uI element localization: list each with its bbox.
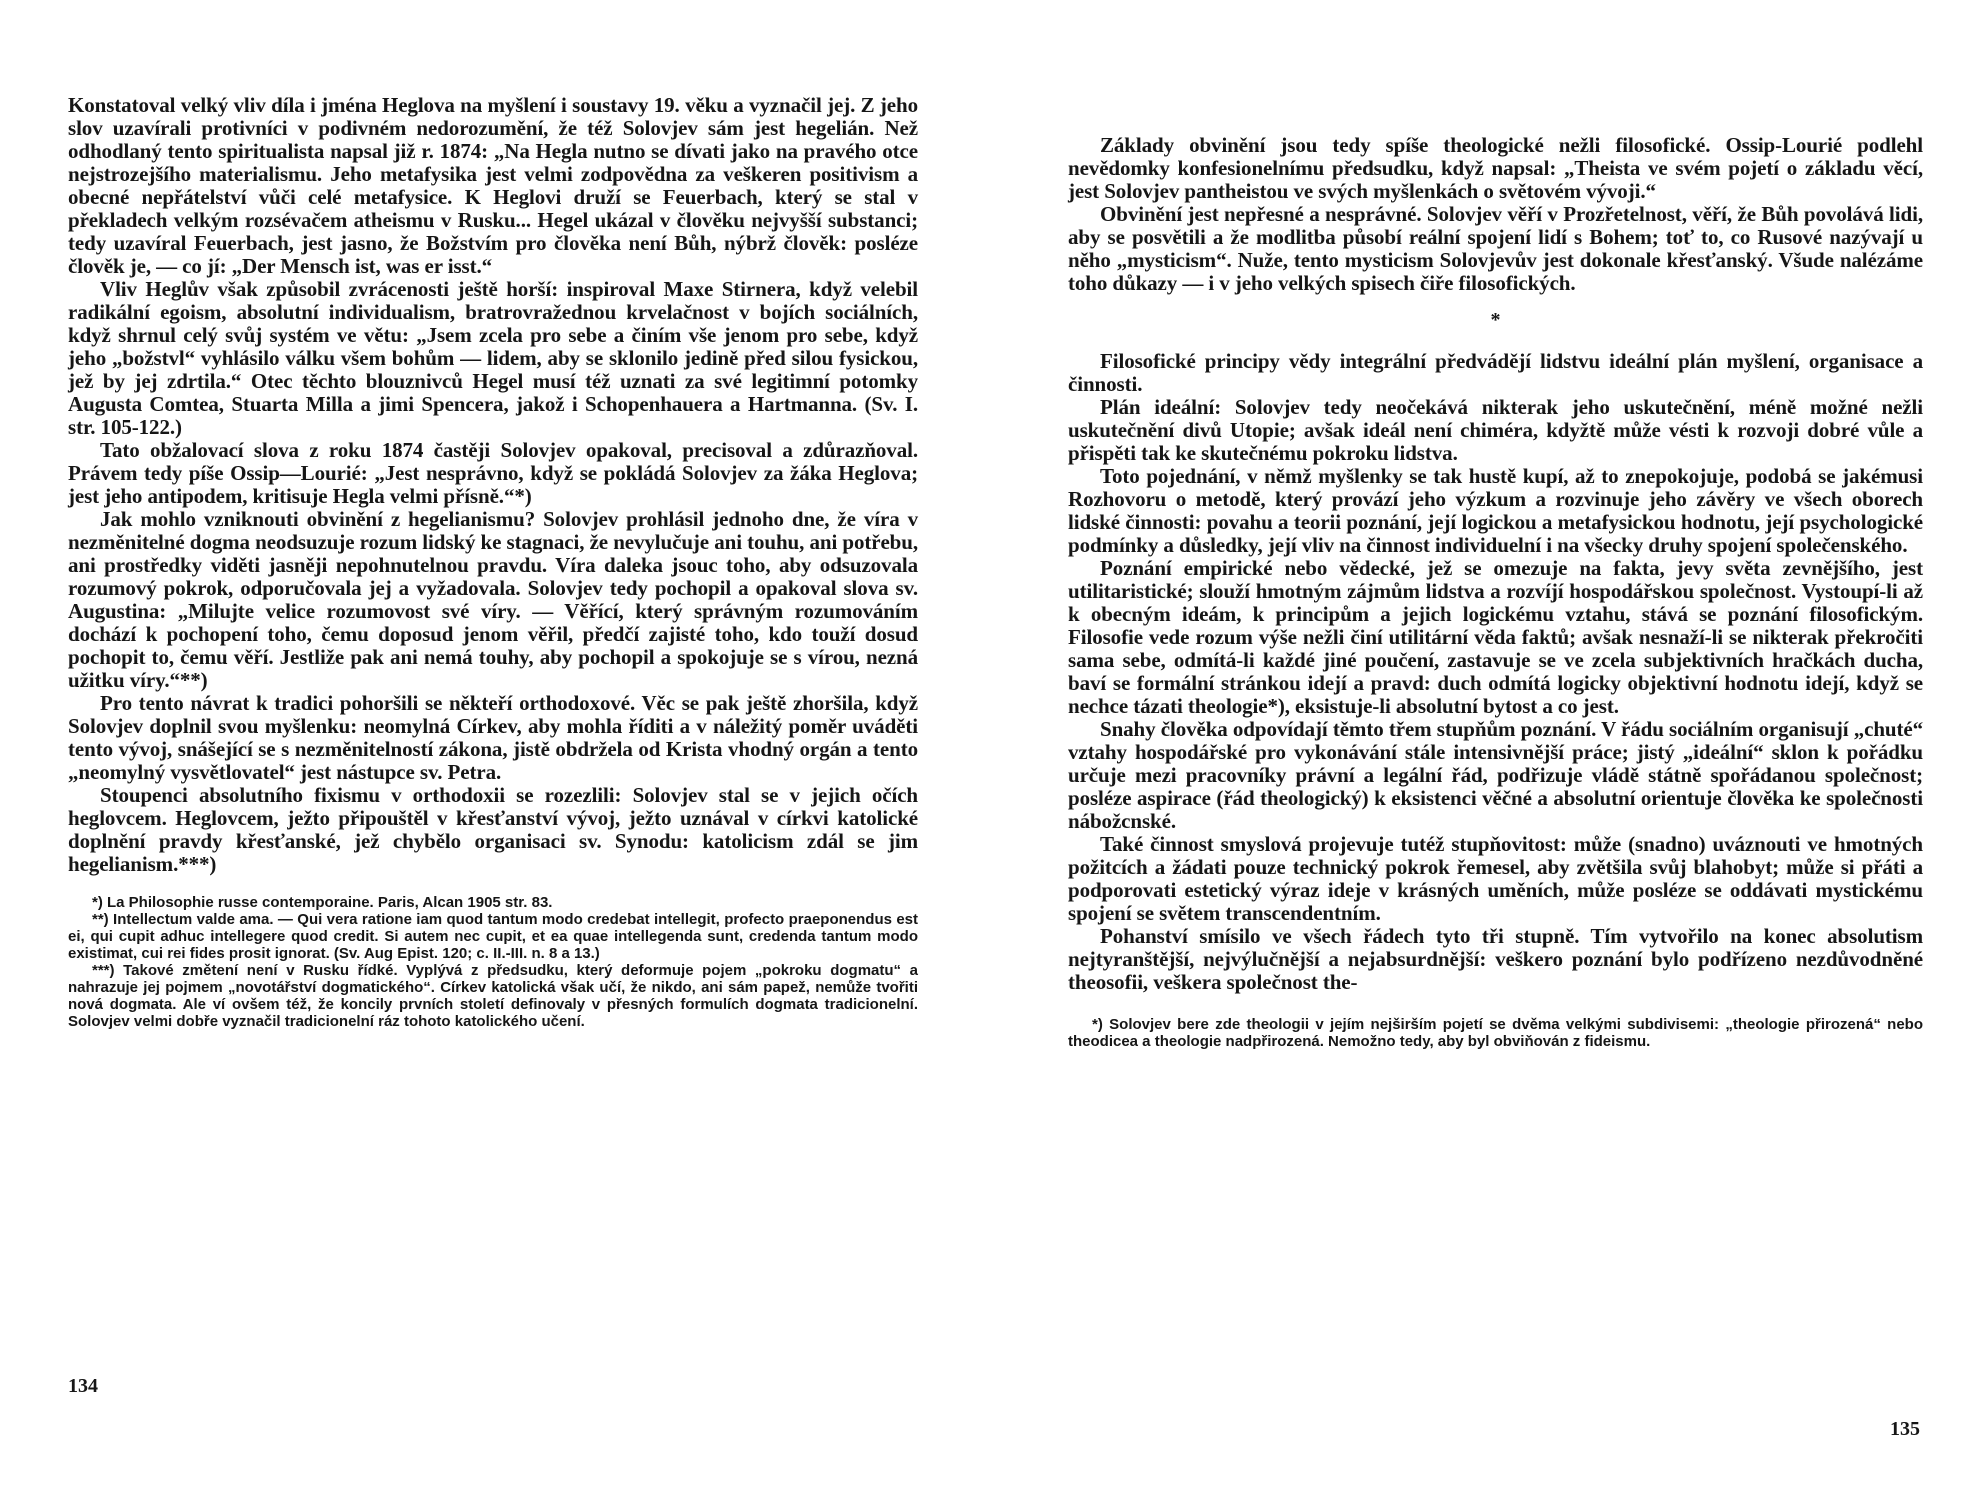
right-paragraph-6: Poznání empirické nebo vědecké, jež se omezuje na fakta, jevy světa zevnějšího, jest utilitaristické; slouží hmotným zájmům lidstva a rozvíjí hospodářskou společnost. Vystoupí-li až k obecným ideám, k principům a jejich logickému vztahu, stává se poznání filosofickým. Filosofie vede rozum výše nežli činí utilitární věda faktů; avšak nesnaží-li se nikterak překročiti sama sebe, odmítá-li každé jiné poučení, zastavuje se ve zcela subjektivních hračkách ducha, baví se formální stránkou idejí a pravd: duch odmítá logicky objektivní hodnotu idejí, když se nechce tázati theologie*), eksistuje-li absolutní bytost a co jest.: [1068, 556, 1923, 718]
left-paragraph-1: Konstatoval velký vliv díla i jména Heglova na myšlení i soustavy 19. věku a vyznačil jej. Z jeho slov uzavírali protivníci v podivném nedorozumění, že též Solovjev sám jest hegelián. Než odhodlaný tento spiritualista napsal již r. 1874: „Na Hegla nutno se dívati jako na pravého otce nejstrozejšího materialismu. Jeho metafysika jest velmi zodpovědna za veškeren positivism a obecné nepřátelství vůči celé metafysice. K Heglovi druží se Feuerbach, který se stal v překladech velkým rozsévačem atheismu v Rusku... Hegel ukázal v člověku nejvyšší substanci; tedy uzavíral Feuerbach, jest jasno, že Božstvím pro člověka není Bůh, nýbrž člověk: posléze člověk je, — co jí: „Der Mensch ist, was er isst.“: [68, 93, 918, 278]
left-paragraph-5: Pro tento návrat k tradici pohoršili se někteří orthodoxové. Věc se pak ještě zhoršila, když Solovjev doplnil svou myšlenku: neomylná Církev, aby mohla říditi a v náležitý poměr uváděti tento vývoj, snášející se s nezměnitelností zákona, jistě obdržela od Krista vhodný orgán a tento „neomylný vysvětlovatel“ jest nástupce sv. Petra.: [68, 691, 918, 784]
left-paragraph-4: Jak mohlo vzniknouti obvinění z hegelianismu? Solovjev prohlásil jednoho dne, že víra v nezměnitelné dogma neodsuzuje rozum lidský ke stagnaci, že nevylučuje ani touhu, ani potřebu, ani prostředky viděti jasněji nepohnutelnou pravdu. Víra daleka jsouc toho, aby odsuzovala rozumový pokrok, odporučovala jej a vyžadovala. Solovjev tedy pochopil a opakoval slova sv. Augustina: „Milujte velice rozumovost své víry. — Věřící, který správným rozumováním dochází k pochopení toho, čemu doposud jenom věřil, předčí zajisté toho, kdo touží dosud pochopit to, čemu věří. Jestliže pak ani nemá touhy, aby pochopil a spokojuje se s vírou, nezná užitku víry.“**): [68, 507, 918, 692]
right-page-number: 135: [1890, 1418, 1920, 1440]
left-paragraph-2: Vliv Heglův však způsobil zvrácenosti ještě horší: inspiroval Maxe Stirnera, když velebil radikální egoism, absolutní individualism, bratrovražednou krvelačnost v bojích sociálních, když shrnul celý svůj systém ve větu: „Jsem zcela pro sebe a činím vše jenom pro sebe, když jeho „božstvl“ vyhlásilo válku všem bohům — lidem, aby se sklonilo jedině před silou fysickou, jež by jej zdrtila.“ Otec těchto blouznivců Hegel musí též uznati za své legitimní potomky Augusta Comtea, Stuarta Milla a jimi Spencera, jakož i Schopenhauera a Hartmanna. (Sv. I. str. 105-122.): [68, 277, 918, 439]
right-paragraph-1: Základy obvinění jsou tedy spíše theologické nežli filosofické. Ossip-Lourié podlehl nevědomky konfesionelnímu předsudku, když napsal: „Theista ve svém pojetí o základu věcí, jest Solovjev pantheistou ve svých myšlenkách o světovém vývoji.“: [1068, 133, 1923, 203]
section-separator-star: *: [1490, 309, 1501, 331]
left-footnote-1: *) La Philosophie russe contemporaine. Paris, Alcan 1905 str. 83.: [92, 894, 553, 911]
left-text-column: [68, 94, 918, 1030]
right-paragraph-8: Také činnost smyslová projevuje tutéž stupňovitost: může (snadno) uváznouti ve hmotných požitcích a žádati pouze technický pokrok řemesel, aby zvětšila svůj blahobyt; může si přáti a podporovati estetický výraz ideje v krásných uměních, může posléze se oddávati mystickému spojení se světem transcendentním.: [1068, 832, 1923, 925]
right-page: [985, 0, 1970, 1500]
right-paragraph-9: Pohanství smísilo ve všech řádech tyto tři stupně. Tím vytvořilo na konec absolutism nejtyranštější, nejvýlučnější a nejabsurdnější: veškero poznání bylo podřízeno nezdůvodněné theosofii, veškera společnost the-: [1068, 924, 1923, 994]
left-footnote-3: ***) Takové změtení není v Rusku řídké. Vyplývá z předsudku, který deformuje pojem „pokroku dogmatu“ a nahrazuje jej pojmem „novotářství dogmatického“. Církev katolická však učí, že nikdo, ani sám papež, nemůže tvořiti nová dogmata. Ale ví ovšem též, že koncily prvních století definovaly v přesných formulích dogmata tradicionelní. Solovjev velmi dobře vyznačil tradicionelní ráz tohoto katolického učení.: [68, 962, 918, 1030]
right-paragraph-4: Plán ideální: Solovjev tedy neočekává nikterak jeho uskutečnění, méně možné nežli uskutečnění divů Utopie; avšak ideál není chiméra, kdyžtě může vésti k rozvoji dobré vůle a přispěti tak ke skutečnému pokroku lidstva.: [1068, 395, 1923, 465]
left-footnotes: [68, 894, 918, 1030]
right-paragraph-5: Toto pojednání, v němž myšlenky se tak hustě kupí, až to znepokojuje, podobá se jakémusi Rozhovoru o metodě, který provází jeho výzkum a rozvinuje jeho závěry ve všech oborech lidské činnosti: povahu a teorii poznání, její logickou a metafysickou hodnotu, její psychologické podmínky a důsledky, její vliv na činnost individuelní i na všecky druhy spojení společenského.: [1068, 464, 1923, 557]
right-footnote-1: *) Solovjev bere zde theologii v jejím nejširším pojetí se dvěma velkými subdivisemi: „theologie přirozená“ nebo theodicea a theologie nadpřirozená. Nemožno tedy, aby byl obviňován z fideismu.: [1068, 1016, 1923, 1050]
right-text-column: [1068, 134, 1923, 1050]
right-paragraph-2: Obvinění jest nepřesné a nesprávné. Solovjev věří v Prozřetelnost, věří, že Bůh povolává lidi, aby se posvětili a že modlitba působí reální spojení lidí s Bohem; toť to, co Rusové nazývají u něho „mysticism“. Nuže, tento mysticism Solovjevův jest dokonale křesťanský. Všude nalézáme toho důkazy — i v jeho velkých spisech čiře filosofických.: [1068, 202, 1923, 295]
left-paragraph-6: Stoupenci absolutního fixismu v orthodoxii se rozezlili: Solovjev stal se v jejich očích heglovcem. Heglovcem, ježto připouštěl v křesťanství vývoj, ježto uznával v církvi katolické doplnění pravdy křesťanské, jež chybělo organisaci sv. Synodu: katolicism zdál se jim hegelianism.***): [68, 783, 918, 876]
left-footnote-2: **) Intellectum valde ama. — Qui vera ratione iam quod tantum modo credebat intellegit, profecto praeponendus est ei, qui cupit adhuc intellegere quod credit. Si autem nec cupit, et ea quae intellegenda sunt, credenda tantum modo existimat, cui rei fides prosit ignorat. (Sv. Aug Epist. 120; c. II.-III. n. 8 a 13.): [68, 911, 918, 962]
left-page-number: 134: [68, 1375, 98, 1397]
right-footnotes: [1068, 1016, 1923, 1050]
right-paragraph-7: Snahy člověka odpovídají těmto třem stupňům poznání. V řádu sociálním organisují „chuté“ vztahy hospodářské pro vykonávání stále intensivnější práce; jistý „ideální“ sklon k pořádku určuje mezi pracovníky právní a legální řád, podřizuje vládě státně spořádanou společnost; posléze aspirace (řád theologický) k eksistenci věčné a absolutní orientuje člověka ke společnosti nábožcnské.: [1068, 717, 1923, 833]
left-paragraph-3: Tato obžalovací slova z roku 1874 častěji Solovjev opakoval, precisoval a zdůrazňoval. Právem tedy píše Ossip—Lourié: „Jest nesprávno, když se pokládá Solovjev za žáka Heglova; jest jeho antipodem, kritisuje Hegla velmi přísně.“*): [68, 438, 918, 508]
right-paragraph-3: Filosofické principy vědy integrální předvádějí lidstvu ideální plán myšlení, organisace a činnosti.: [1068, 349, 1923, 396]
